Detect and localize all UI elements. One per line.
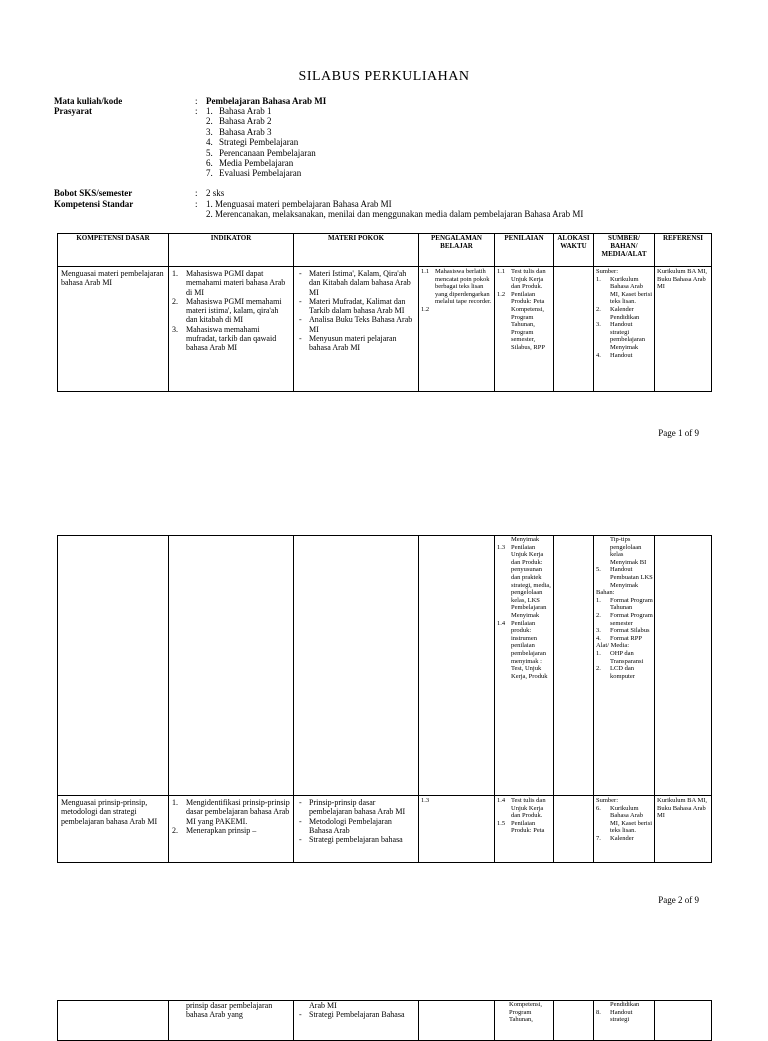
list-item bbox=[172, 325, 291, 353]
list-item bbox=[172, 826, 291, 835]
kompetensi-dasar-cell: Menguasai materi pembelajaran bahasa Arab MI bbox=[61, 269, 164, 288]
list-number: 1.2 bbox=[497, 290, 506, 298]
list-item bbox=[172, 798, 291, 826]
syllabus-table-page-1 bbox=[57, 233, 712, 392]
list-text: Tip-tips pengelolaan kelas Menyimak BI bbox=[610, 536, 647, 566]
list-text: Menyimak bbox=[511, 536, 540, 543]
list-item bbox=[596, 536, 653, 566]
indikator-cell: prinsip dasar pembelajaran bahasa Arab yang bbox=[186, 1001, 273, 1020]
list-text: Format Silabus bbox=[610, 627, 650, 635]
penilaian-line: Kompetensi, Program bbox=[509, 1001, 543, 1016]
prereq-number: 6. bbox=[206, 158, 213, 168]
sumber-number: 8. bbox=[596, 1008, 601, 1016]
list-number: 5. bbox=[596, 566, 601, 574]
colon: : bbox=[195, 199, 198, 209]
prereq-item: Evaluasi Pembelajaran bbox=[219, 168, 302, 179]
list-text: Menerapkan prinsip – bbox=[186, 825, 257, 835]
materi-cell bbox=[294, 267, 418, 353]
list-item: - Metodologi Pembelajaran Bahasa Arab bbox=[297, 817, 416, 836]
pengalaman-cell bbox=[419, 267, 494, 313]
prereq-label: Prasyarat bbox=[54, 106, 92, 116]
list-item bbox=[497, 536, 552, 544]
list-text: Mahasiswa berlatih mencatat poin pokok berbagai teks lisan yang diperdengarkan melalui tape recorder. bbox=[435, 268, 492, 306]
prereq-item: Media Pembelajaran bbox=[219, 158, 294, 168]
list-number: 2. bbox=[596, 665, 601, 673]
list-text: Format Program semester bbox=[610, 611, 653, 627]
dash-list bbox=[297, 269, 416, 353]
list-item bbox=[596, 650, 653, 665]
list-text: Handout Pembuatan LKS Menyimak bbox=[610, 566, 653, 589]
materi-cell bbox=[294, 796, 418, 844]
penilaian-cell bbox=[495, 267, 553, 352]
table-header-row bbox=[58, 234, 712, 267]
prereq-item: Bahasa Arab 3 bbox=[219, 126, 272, 137]
list-text: OHP dan Transparansi bbox=[610, 649, 644, 665]
list-item bbox=[596, 642, 653, 650]
list-number: 6. bbox=[596, 804, 601, 812]
list-item bbox=[596, 797, 653, 805]
syllabus-table-page-3 bbox=[57, 1000, 712, 1041]
list-number: 1.2 bbox=[421, 305, 430, 313]
list-text: Penilaian Produk: Peta bbox=[511, 819, 545, 835]
list-number: 1.1 bbox=[497, 268, 506, 275]
list-item: - Prinsip-prinsip dasar pembelajaran bahasa Arab MI bbox=[297, 798, 416, 817]
sumber-cell bbox=[594, 267, 654, 359]
header-materi-pokok: MATERI POKOK bbox=[294, 234, 419, 267]
list-item bbox=[497, 797, 552, 820]
list-text: Bahan: bbox=[596, 589, 615, 597]
list-number: 1. bbox=[596, 275, 601, 283]
list-text: Format RPP bbox=[610, 634, 642, 642]
list-item bbox=[421, 268, 493, 306]
list-item bbox=[596, 627, 653, 635]
list-item: - Strategi pembelajaran bahasa bbox=[297, 835, 416, 844]
list-number: 7. bbox=[596, 834, 601, 842]
list-number: 1. bbox=[596, 649, 601, 657]
list-number: 3. bbox=[596, 321, 601, 329]
indikator-cell bbox=[169, 796, 293, 835]
list-number: 1.4 bbox=[497, 797, 506, 804]
pengalaman-cell: 1.3 bbox=[421, 797, 430, 804]
numbered-list bbox=[172, 269, 291, 353]
syllabus-table-page-2 bbox=[57, 535, 712, 863]
list-item bbox=[497, 268, 552, 291]
table-row bbox=[58, 796, 712, 863]
header-sumber: SUMBER/ BAHAN/ MEDIA/ALAT bbox=[594, 234, 655, 267]
dash-list bbox=[297, 798, 416, 844]
list-item bbox=[596, 352, 653, 360]
list-text: Test tulis dan Unjuk Kerja dan Produk. bbox=[511, 268, 546, 291]
list-item bbox=[596, 321, 653, 351]
sumber-line: Pendidikan bbox=[610, 1001, 640, 1008]
referensi-cell: Kurikulum BA MI, Buku Bahasa Arab MI bbox=[657, 797, 708, 820]
list-item bbox=[172, 269, 291, 297]
materi-line: Arab MI bbox=[309, 1001, 337, 1010]
materi-item: - Strategi Pembelajaran Bahasa bbox=[297, 1010, 416, 1019]
list-text: Penilaian Produk: Peta Kompetensi, Program Tahunan, Program semester, Silabus, RPP bbox=[511, 290, 545, 351]
list-text: Kurikulum Bahasa Arab MI, Kaset berisi teks lisan. bbox=[610, 275, 653, 306]
referensi-cell: Kurikulum BA MI, Buku Bahasa Arab MI bbox=[657, 268, 708, 291]
list-number: 1.5 bbox=[497, 819, 506, 827]
list-item bbox=[596, 597, 653, 612]
list-item bbox=[596, 635, 653, 643]
list-number: 2. bbox=[172, 825, 178, 835]
list-item bbox=[596, 306, 653, 321]
list-number: 2. bbox=[596, 611, 601, 619]
list-number: 1. bbox=[596, 596, 601, 604]
prereq-number: 5. bbox=[206, 147, 213, 158]
list-number: 4. bbox=[596, 351, 601, 359]
page-number: Page 1 of 9 bbox=[658, 428, 699, 438]
penilaian-cell bbox=[495, 796, 553, 835]
list-item: - Materi Mufradat, Kalimat dan Tarkib dalam bahasa Arab MI bbox=[297, 297, 416, 316]
list-text: LCD dan komputer bbox=[610, 665, 635, 680]
list-number: 4. bbox=[596, 634, 601, 642]
header-referensi: REFERENSI bbox=[655, 234, 712, 267]
sumber-cell bbox=[594, 536, 654, 680]
penilaian-line: Tahunan, bbox=[509, 1016, 533, 1024]
list-text: Penilaian Unjuk Kerja dan Produk: penyusunan dan praktek strategi, media, pengelolaan kelas, LKS Pembelajaran Menyimak bbox=[511, 543, 551, 619]
list-item bbox=[497, 620, 552, 681]
header-penilaian: PENILAIAN bbox=[495, 234, 554, 267]
list-text: Mengidentifikasi prinsip-prinsip dasar pembelajaran bahasa Arab MI yang PAKEMI. bbox=[186, 798, 290, 826]
header-pengalaman-belajar: PENGALAMAN BELAJAR bbox=[419, 234, 495, 267]
prereq-item: Bahasa Arab 2 bbox=[219, 116, 272, 127]
list-number: 1.1 bbox=[421, 268, 430, 275]
penilaian-cell bbox=[495, 536, 553, 680]
sumber-line: Handout bbox=[610, 1008, 633, 1016]
list-text: Kalender bbox=[610, 834, 634, 842]
sumber-cell bbox=[594, 796, 654, 843]
list-number: 1.3 bbox=[497, 543, 506, 551]
list-text: Kalender Pendidikan bbox=[610, 305, 640, 321]
list-text: Sumber: bbox=[596, 268, 619, 275]
sks-value: 2 sks bbox=[206, 188, 225, 198]
indikator-cell bbox=[169, 267, 293, 353]
list-text: Format Program Tahunan bbox=[610, 596, 653, 612]
prereq-item: Bahasa Arab 1 bbox=[219, 106, 272, 116]
list-item: - Analisa Buku Teks Bahasa Arab MI bbox=[297, 315, 416, 334]
prereq-item: Perencanaan Pembelajaran bbox=[219, 147, 316, 158]
colon: : bbox=[195, 96, 198, 106]
kompetensi-item-2: 2. Merencanakan, melaksanakan, menilai dan menggunakan media dalam pembelajaran Bahasa Arab MI bbox=[206, 209, 584, 219]
list-item: - Menyusun materi pelajaran bahasa Arab MI bbox=[297, 334, 416, 353]
list-number: 3. bbox=[596, 627, 601, 635]
list-text: Alat/ Media: bbox=[596, 642, 630, 650]
list-item bbox=[596, 612, 653, 627]
list-item bbox=[596, 276, 653, 306]
list-text: Mahasiswa PGMI dapat memahami materi bahasa Arab di MI bbox=[186, 269, 286, 297]
list-item bbox=[596, 589, 653, 597]
list-item bbox=[596, 566, 653, 589]
course-value: Pembelajaran Bahasa Arab MI bbox=[206, 96, 327, 106]
list-item bbox=[596, 835, 653, 843]
table-row bbox=[58, 536, 712, 796]
list-item: - Materi Istima', Kalam, Qira'ah dan Kitabah dalam bahasa Arab MI bbox=[297, 269, 416, 297]
prereq-number: 1. bbox=[206, 106, 213, 116]
list-item bbox=[497, 291, 552, 352]
list-number: 1. bbox=[172, 269, 178, 278]
list-item bbox=[596, 805, 653, 835]
alokasi-cell bbox=[554, 267, 594, 392]
list-text: Mahasiswa PGMI memahami materi istima', kalam, qira'ah dan kitabah di MI bbox=[186, 296, 282, 325]
header-indikator: INDIKATOR bbox=[169, 234, 294, 267]
list-text: Handout strategi pembelajaran Menyimak bbox=[610, 321, 646, 351]
prereq-item: Strategi Pembelajaran bbox=[219, 137, 299, 148]
list-text: Sumber: bbox=[596, 797, 619, 804]
list-number: 3. bbox=[172, 324, 178, 334]
course-label: Mata kuliah/kode bbox=[54, 96, 123, 106]
header-kompetensi-dasar: KOMPETENSI DASAR bbox=[58, 234, 169, 267]
list-item bbox=[497, 820, 552, 835]
list-number: 1. bbox=[172, 798, 178, 807]
prereq-number: 3. bbox=[206, 126, 213, 137]
kompetensi-item-1: 1. Menguasai materi pembelajaran Bahasa Arab MI bbox=[206, 199, 392, 209]
colon: : bbox=[195, 188, 198, 198]
kompetensi-dasar-cell: Menguasai prinsip-prinsip, metodologi dan strategi pembelajaran bahasa Arab MI bbox=[61, 798, 158, 826]
list-number: 1.4 bbox=[497, 619, 506, 627]
list-number: 2. bbox=[596, 305, 601, 313]
list-text: Test tulis dan Unjuk Kerja dan Produk. bbox=[511, 797, 546, 820]
header-alokasi-waktu: ALOKASI WAKTU bbox=[554, 234, 594, 267]
list-item bbox=[596, 665, 653, 680]
sumber-line: strategi bbox=[610, 1016, 630, 1024]
list-text: Kurikulum Bahasa Arab MI, Kaset berisi teks lisan. bbox=[610, 804, 653, 835]
list-text: Handout bbox=[610, 351, 633, 359]
prereq-number: 2. bbox=[206, 116, 213, 127]
list-item bbox=[497, 544, 552, 620]
list-item bbox=[172, 297, 291, 325]
sks-label: Bobot SKS/semester bbox=[54, 188, 133, 198]
table-row bbox=[58, 267, 712, 392]
list-text: Penilaian produk: instrumen penilaian pembelajaran menyimak : Test, Unjuk Kerja, Produk bbox=[511, 619, 548, 680]
numbered-list bbox=[172, 798, 291, 835]
prereq-number: 7. bbox=[206, 168, 213, 179]
list-number: 2. bbox=[172, 296, 178, 306]
list-item bbox=[596, 268, 653, 276]
list-text: Mahasiswa memahami mufradat, tarkib dan qawaid bahasa Arab MI bbox=[186, 324, 277, 353]
kompetensi-label: Kompetensi Standar bbox=[54, 199, 134, 209]
document-title: SILABUS PERKULIAHAN bbox=[298, 69, 470, 84]
colon: : bbox=[195, 106, 198, 116]
table-row bbox=[58, 1001, 712, 1041]
page-number: Page 2 of 9 bbox=[658, 895, 699, 905]
prereq-number: 4. bbox=[206, 137, 213, 148]
